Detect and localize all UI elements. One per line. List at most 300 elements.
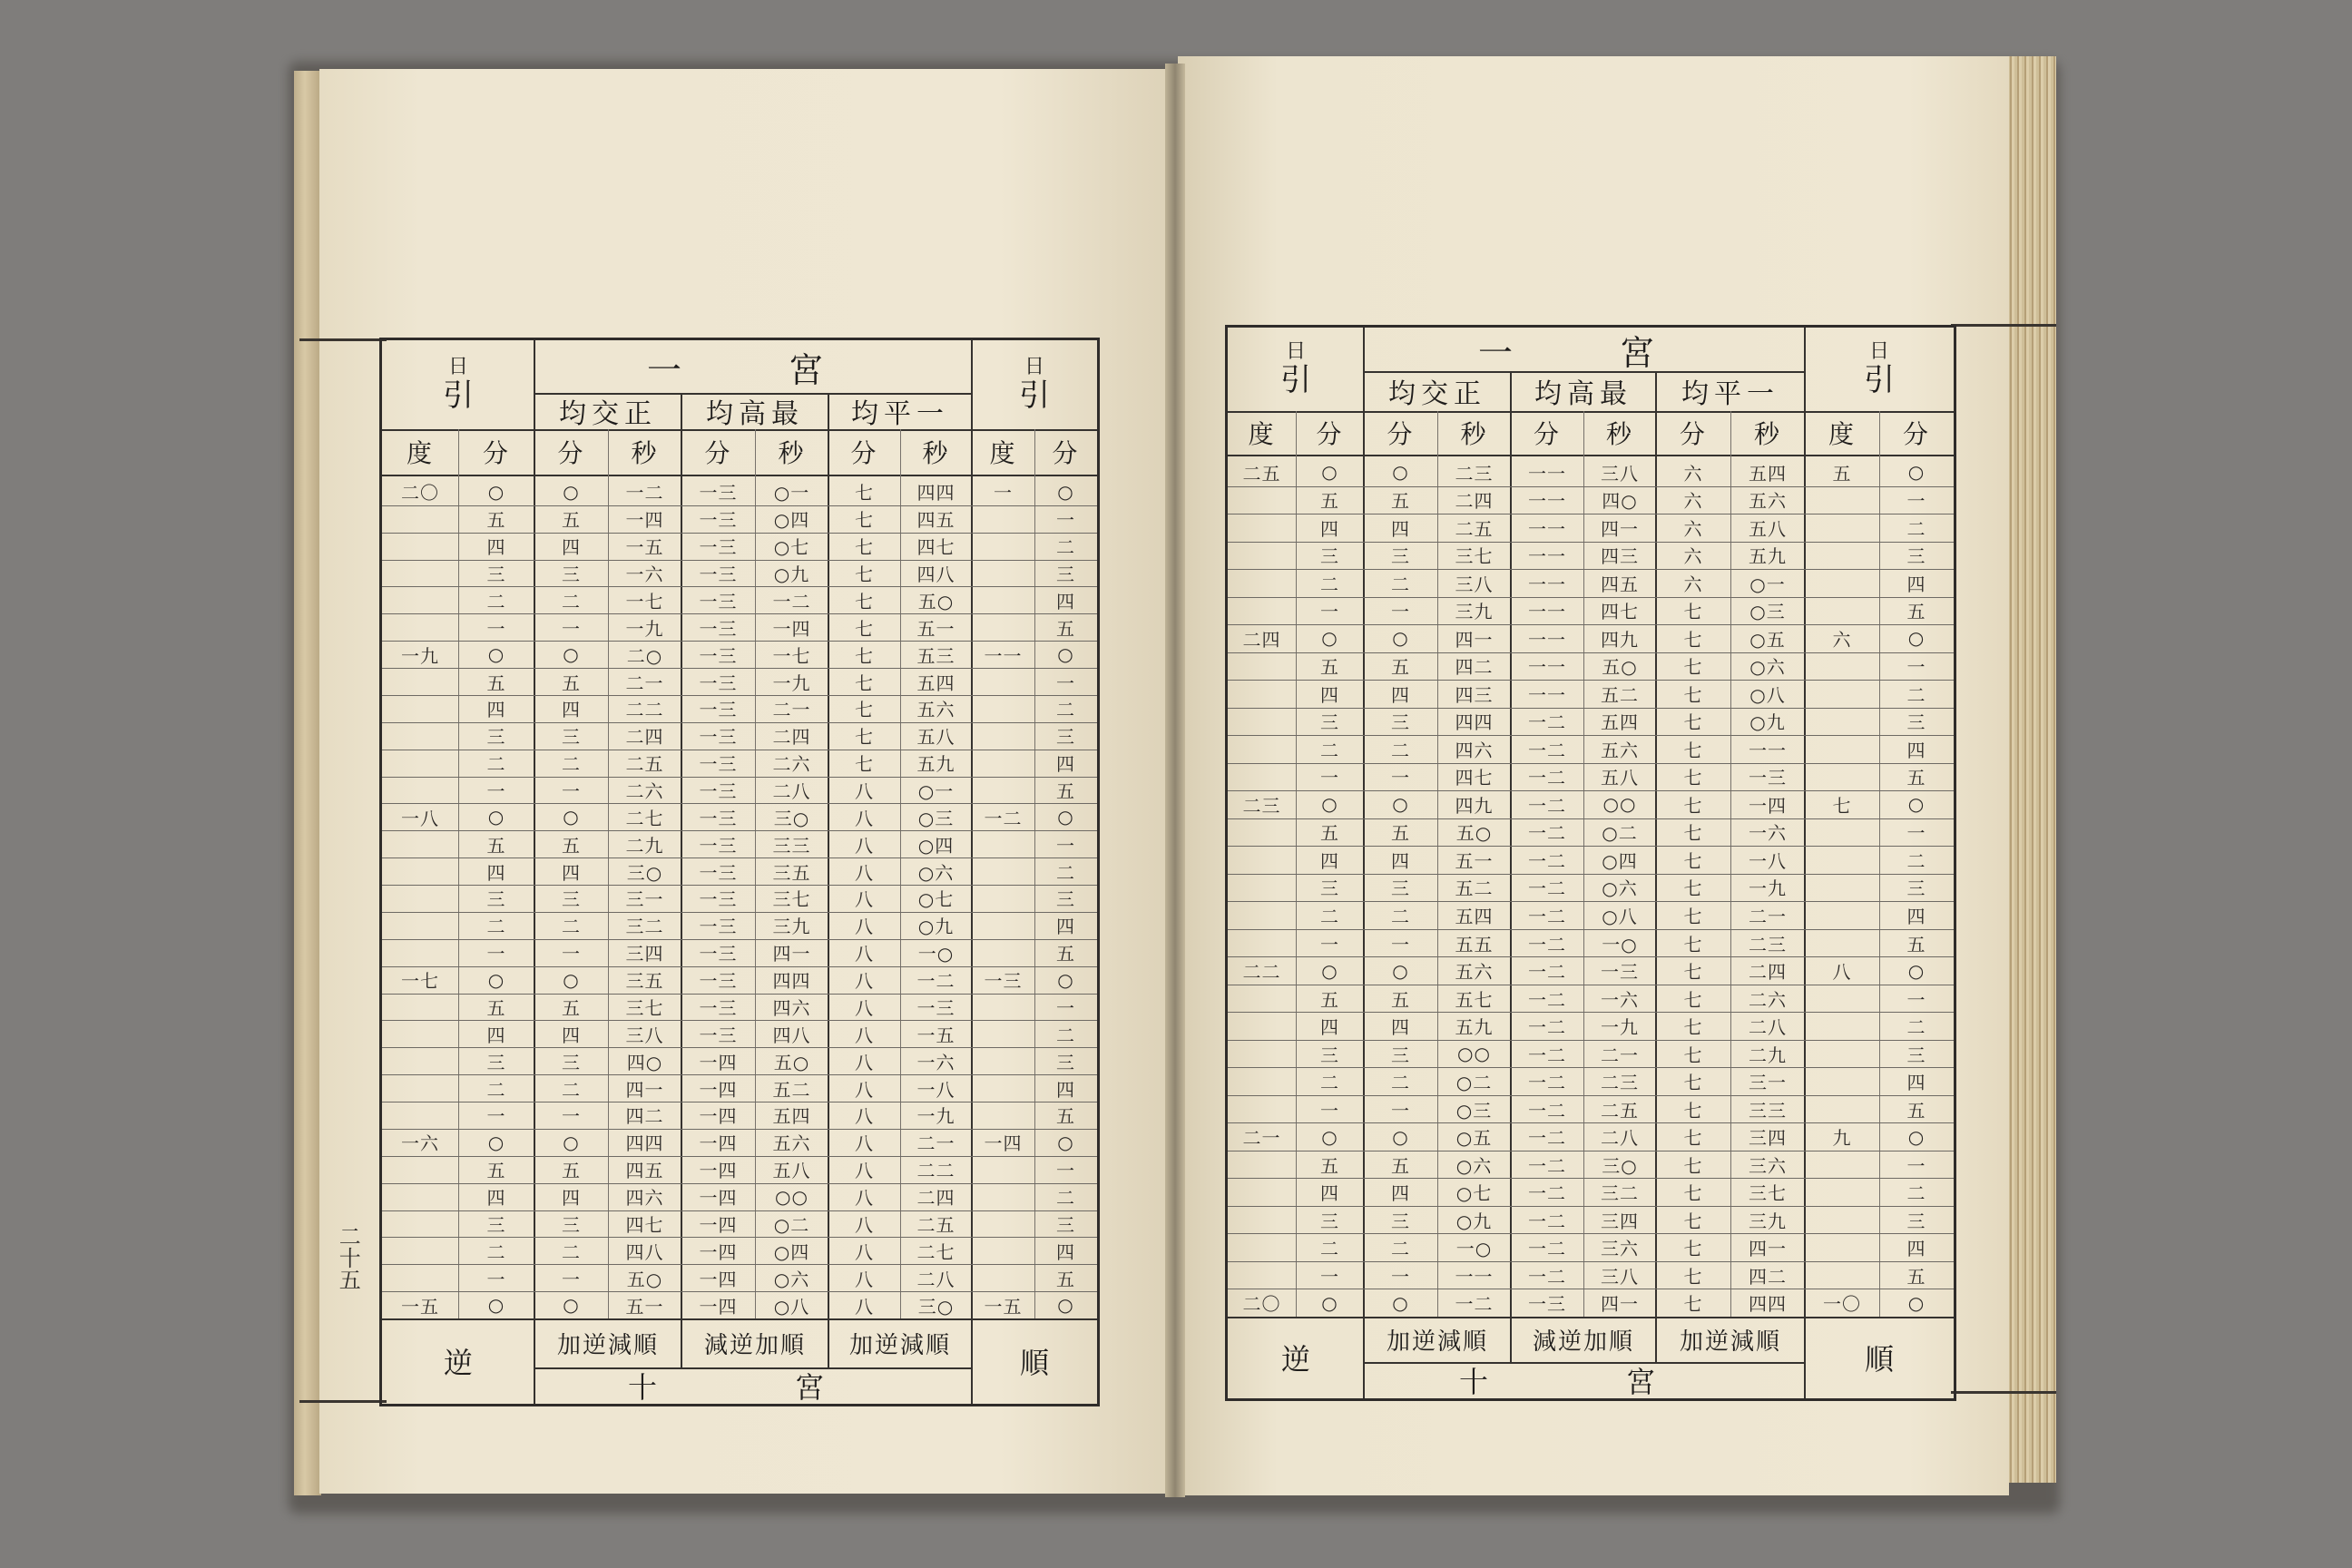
footer-palace-label: 十 宮 (1458, 1365, 1710, 1398)
row-value-min: 五 (1391, 656, 1410, 679)
row-value-sec: 一三 (916, 996, 956, 1019)
row-value-sec: ○六 (1749, 656, 1786, 679)
binding-thread-bottom-right (1951, 1391, 2056, 1394)
row-value-min: 六 (1683, 573, 1703, 595)
row-value-sec: 二三 (1749, 933, 1787, 956)
row-value-sec: ○六 (1602, 877, 1638, 900)
footer-side-left: 逆 (443, 1346, 473, 1380)
row-value-min: 八 (855, 1240, 874, 1263)
row-minute-left: ○ (487, 643, 505, 666)
header-column-label: 度 (1248, 419, 1276, 449)
row-value-sec: ○五 (1749, 628, 1786, 651)
row-value-sec: 二四 (1455, 490, 1494, 513)
row-value-min: 七 (1683, 601, 1703, 623)
row-value-sec: 三六 (1749, 1154, 1787, 1177)
row-value-sec: 五○ (917, 590, 955, 612)
row-value-sec: 四一 (1749, 1238, 1787, 1260)
row-value-sec: 四七 (625, 1213, 664, 1236)
row-value-sec: 三九 (1455, 601, 1494, 623)
row-value-sec: 一七 (772, 644, 811, 667)
header-column-label: 秒 (1460, 419, 1488, 449)
row-value-min: 一四 (699, 1132, 738, 1155)
row-value-min: 一四 (699, 1187, 738, 1210)
row-minute-right: ○ (1907, 627, 1926, 650)
header-side-right (1805, 328, 1954, 411)
row-value-sec: 二七 (625, 807, 664, 829)
header-column-label: 分 (1316, 419, 1344, 449)
row-minute-left: 一 (486, 780, 506, 802)
row-minute-left: 三 (486, 564, 506, 586)
footer-side-right: 順 (1864, 1342, 1894, 1377)
left-page-edges (294, 71, 321, 1495)
row-value-min: ○ (563, 1131, 580, 1153)
row-value-min: 一 (1391, 933, 1410, 956)
row-minute-left: 四 (486, 536, 506, 559)
row-value-sec: 二八 (1749, 1016, 1787, 1039)
row-value-min: 一二 (1528, 794, 1566, 817)
row-value-sec: 三三 (1749, 1099, 1787, 1122)
row-value-sec: 五九 (1749, 545, 1787, 568)
row-value-sec: 五一 (1455, 849, 1494, 872)
row-minute-right: 二 (1056, 861, 1075, 884)
row-minute-left: 三 (1320, 711, 1339, 734)
row-value-min: 七 (855, 536, 874, 559)
header-side-left-bottom: 引 (1280, 362, 1311, 399)
row-value-min: 七 (1683, 1154, 1703, 1177)
header-column-label: 分 (1533, 419, 1561, 449)
row-minute-left: ○ (487, 1131, 505, 1153)
row-minute-left: 五 (1320, 822, 1339, 845)
header-side-right (972, 340, 1097, 429)
row-minute-right: 四 (1906, 906, 1926, 927)
row-value-sec: 一八 (1749, 849, 1787, 872)
row-minute-right: 四 (1906, 1072, 1926, 1094)
row-value-min: 一二 (1528, 961, 1566, 984)
row-value-min: 八 (855, 834, 874, 857)
row-value-min: 五 (562, 671, 581, 694)
row-value-min: 八 (855, 1051, 874, 1073)
header-column-label: 分 (1052, 438, 1080, 468)
row-minute-left: 五 (486, 834, 506, 857)
row-value-sec: 四五 (916, 509, 956, 532)
row-value-min: 七 (855, 509, 874, 532)
left-table (379, 338, 1100, 1406)
row-value-min: 一一 (1528, 601, 1566, 623)
row-value-min: 七 (1683, 683, 1703, 706)
right-page-edges (2007, 56, 2056, 1483)
row-value-sec: 二一 (625, 671, 664, 694)
row-value-sec: ○四 (1602, 849, 1638, 872)
row-minute-left: ○ (487, 806, 505, 828)
row-value-min: 一三 (699, 996, 738, 1019)
header-side-right-bottom: 引 (1864, 362, 1895, 399)
row-value-min: 一 (562, 1105, 581, 1128)
row-value-min: 一一 (1528, 517, 1566, 540)
row-minute-right: 二 (1056, 1187, 1075, 1210)
row-minute-left: ○ (1321, 1291, 1338, 1314)
row-value-min: ○ (563, 1294, 580, 1317)
row-value-sec: ○四 (917, 834, 955, 857)
row-minute-right: ○ (1057, 1131, 1074, 1153)
row-minute-right: 四 (1906, 1238, 1926, 1260)
row-minute-right: 一 (1056, 1160, 1075, 1182)
row-value-sec: ○一 (773, 482, 810, 505)
row-degree-left: 一六 (401, 1132, 439, 1155)
row-value-min: 一二 (1528, 711, 1566, 734)
row-value-min: ○ (1392, 461, 1409, 484)
row-minute-right: 四 (1056, 1078, 1075, 1101)
row-value-min: 七 (855, 482, 874, 505)
row-value-sec: 二六 (772, 753, 811, 776)
row-value-sec: 四一 (1601, 517, 1639, 540)
row-value-min: 四 (562, 1024, 581, 1046)
row-value-sec: 三九 (772, 916, 811, 938)
row-value-min: 一二 (1528, 1238, 1566, 1260)
row-value-sec: ○二 (1602, 822, 1638, 845)
row-value-sec: 五三 (916, 644, 956, 667)
row-value-min: 一二 (1528, 1154, 1566, 1177)
row-value-sec: ○○ (1457, 1043, 1491, 1065)
row-value-sec: 五六 (1749, 490, 1787, 513)
header-palace-label: 一 宮 (646, 349, 859, 390)
header-column-label: 度 (989, 438, 1017, 468)
header-side-left-top: 日 (447, 355, 468, 378)
row-value-sec: 一二 (1455, 1293, 1494, 1316)
row-value-min: 七 (1683, 1210, 1703, 1232)
row-value-min: 七 (1683, 1293, 1703, 1316)
row-value-min: 三 (562, 1051, 581, 1073)
row-value-sec: 一五 (916, 1024, 956, 1046)
row-value-sec: 一三 (1749, 767, 1787, 789)
row-value-sec: 四七 (916, 536, 956, 559)
header-column-label: 秒 (1605, 419, 1633, 449)
row-minute-left: 四 (486, 1187, 506, 1210)
row-degree-right: 八 (1832, 961, 1852, 984)
row-value-min: 一 (562, 780, 581, 802)
row-value-min: 一二 (1528, 877, 1566, 900)
row-value-sec: 二一 (1601, 1044, 1639, 1066)
row-minute-right: 二 (1906, 1182, 1926, 1205)
row-value-min: 七 (855, 726, 874, 749)
row-minute-right: 四 (1056, 753, 1075, 776)
row-minute-left: ○ (1321, 793, 1338, 816)
row-value-min: 二 (562, 1240, 581, 1263)
row-degree-right: 一四 (984, 1132, 1023, 1155)
row-value-sec: 四九 (1601, 628, 1639, 651)
header-column-label: 秒 (631, 438, 659, 468)
row-minute-left: 三 (1320, 877, 1339, 900)
row-value-min: 六 (1683, 545, 1703, 568)
row-value-sec: 二二 (625, 699, 664, 721)
row-minute-right: ○ (1057, 968, 1074, 991)
row-value-min: 一二 (1528, 767, 1566, 789)
row-minute-right: 一 (1906, 490, 1926, 513)
row-value-sec: ○四 (773, 509, 810, 532)
row-value-min: 三 (562, 726, 581, 749)
row-value-sec: 一四 (625, 509, 664, 532)
row-value-min: 三 (562, 888, 581, 911)
row-value-min: 三 (562, 1213, 581, 1236)
row-value-min: 五 (1391, 988, 1410, 1011)
header-column-label: 分 (1679, 419, 1707, 449)
row-value-sec: 五二 (1601, 683, 1639, 706)
header-column-label: 分 (1902, 419, 1930, 449)
row-minute-left: 三 (1320, 1044, 1339, 1066)
row-value-sec: 二四 (916, 1187, 956, 1210)
row-minute-right: 三 (1056, 1051, 1075, 1073)
row-minute-left: 三 (486, 1213, 506, 1236)
row-minute-right: ○ (1057, 480, 1074, 503)
row-value-min: 一二 (1528, 1099, 1566, 1122)
row-value-min: 七 (1683, 628, 1703, 651)
row-minute-left: 一 (1320, 601, 1339, 623)
row-degree-right: 一〇 (1823, 1293, 1861, 1316)
row-minute-right: 二 (1056, 699, 1075, 721)
row-value-sec: 三七 (1749, 1182, 1787, 1205)
row-value-min: 三 (1391, 877, 1410, 900)
row-minute-right: 四 (1056, 590, 1075, 612)
row-value-min: 一二 (1528, 1016, 1566, 1039)
row-value-sec: ○一 (1749, 573, 1786, 595)
row-value-sec: 二五 (1601, 1099, 1639, 1122)
row-degree-left: 二〇 (401, 482, 439, 505)
row-degree-right: 一三 (984, 970, 1023, 993)
row-value-min: 七 (1683, 877, 1703, 900)
row-value-sec: 四七 (1455, 767, 1494, 789)
row-value-sec: 二二 (916, 1160, 956, 1182)
row-value-min: 七 (1683, 988, 1703, 1011)
row-value-sec: 一六 (1749, 822, 1787, 845)
row-value-min: 八 (855, 970, 874, 993)
row-minute-right: 一 (1906, 822, 1926, 845)
row-value-min: 一四 (699, 1160, 738, 1182)
row-value-sec: 二一 (1749, 906, 1787, 927)
row-value-min: 八 (855, 1024, 874, 1046)
row-minute-right: 五 (1906, 1099, 1926, 1122)
row-minute-right: 一 (1906, 988, 1926, 1011)
row-value-min: 四 (562, 699, 581, 721)
row-minute-right: 四 (1056, 916, 1075, 938)
row-value-sec: 一六 (1601, 988, 1639, 1011)
header-divider-columns (1228, 455, 1954, 456)
row-value-sec: ○二 (1455, 1072, 1493, 1094)
header-side-left (1228, 328, 1364, 411)
row-value-sec: 四五 (1601, 573, 1639, 595)
row-value-min: ○ (1392, 1291, 1409, 1314)
row-value-sec: 三二 (625, 916, 664, 938)
row-value-min: 二 (1391, 1072, 1410, 1094)
row-minute-right: 三 (1906, 1044, 1926, 1066)
row-value-min: 六 (1683, 462, 1703, 485)
row-value-min: 一 (1391, 1099, 1410, 1122)
row-minute-right: 一 (1056, 509, 1075, 532)
row-value-sec: 二八 (1601, 1127, 1639, 1150)
row-minute-left: 四 (1320, 849, 1339, 872)
row-value-sec: 三八 (625, 1024, 664, 1046)
row-value-min: ○ (1392, 1125, 1409, 1148)
row-value-sec: 二四 (772, 726, 811, 749)
row-value-sec: 四二 (1749, 1265, 1787, 1288)
row-value-min: 一二 (1528, 1265, 1566, 1288)
row-value-min: 八 (855, 916, 874, 938)
row-value-min: 六 (1683, 490, 1703, 513)
row-minute-left: 四 (486, 699, 506, 721)
row-value-min: 七 (855, 617, 874, 640)
row-value-min: 八 (855, 1295, 874, 1318)
row-value-min: 七 (1683, 1016, 1703, 1039)
row-value-min: 三 (1391, 1210, 1410, 1232)
row-value-sec: 五六 (1455, 961, 1494, 984)
row-minute-left: 一 (1320, 767, 1339, 789)
row-value-min: 七 (1683, 822, 1703, 845)
row-degree-right: 九 (1832, 1127, 1852, 1150)
row-value-sec: 三四 (1749, 1127, 1787, 1150)
row-value-min: 七 (1683, 1127, 1703, 1150)
row-value-sec: 三九 (1749, 1210, 1787, 1232)
row-value-sec: 五六 (916, 699, 956, 721)
row-value-min: 一三 (699, 970, 738, 993)
row-minute-right: ○ (1907, 1125, 1926, 1148)
row-value-min: 一一 (1528, 628, 1566, 651)
row-minute-left: 二 (1320, 1072, 1339, 1094)
row-value-min: 八 (855, 1132, 874, 1155)
row-degree-left: 一五 (401, 1295, 439, 1318)
row-value-sec: 二四 (1749, 961, 1787, 984)
row-value-sec: 五八 (1601, 767, 1639, 789)
header-group-label: 均交正 (559, 398, 657, 429)
row-minute-left: 五 (486, 1160, 506, 1182)
row-minute-right: 五 (1906, 601, 1926, 623)
row-value-sec: 一九 (772, 671, 811, 694)
row-value-min: 六 (1683, 517, 1703, 540)
row-value-sec: 一三 (1601, 961, 1639, 984)
row-value-min: ○ (563, 806, 580, 828)
row-value-sec: 五○ (1455, 822, 1493, 845)
row-value-sec: ○七 (773, 536, 810, 559)
row-minute-right: 五 (1056, 780, 1075, 802)
row-minute-left: 二 (486, 916, 506, 938)
row-minute-left: 一 (1320, 1265, 1339, 1288)
row-value-min: 一二 (1528, 1072, 1566, 1094)
row-value-sec: 二五 (916, 1213, 956, 1236)
row-value-min: 四 (1391, 1016, 1410, 1039)
row-value-min: 一 (562, 943, 581, 965)
row-value-sec: 五二 (1455, 877, 1494, 900)
row-value-sec: 一九 (625, 617, 664, 640)
row-minute-right: 四 (1906, 739, 1926, 761)
row-value-min: 七 (1683, 849, 1703, 872)
header-side-right-bottom: 引 (1019, 377, 1050, 415)
row-value-sec: 四四 (1749, 1293, 1787, 1316)
row-minute-left: 三 (486, 1051, 506, 1073)
row-value-sec: 五八 (916, 726, 956, 749)
footer-group-label: 加逆減順 (556, 1331, 659, 1359)
row-value-min: 七 (855, 753, 874, 776)
row-minute-right: 二 (1906, 849, 1926, 872)
row-minute-left: 一 (486, 1268, 506, 1290)
row-value-min: 五 (562, 509, 581, 532)
header-column-label: 度 (1828, 419, 1856, 449)
row-value-sec: 三五 (625, 970, 664, 993)
row-value-sec: 二三 (1455, 462, 1494, 485)
row-minute-right: 三 (1906, 1210, 1926, 1232)
row-minute-right: 二 (1906, 517, 1926, 540)
header-column-label: 秒 (778, 438, 806, 468)
row-value-min: 一三 (699, 671, 738, 694)
row-value-min: 一四 (699, 1240, 738, 1263)
row-value-min: 二 (1391, 906, 1410, 927)
row-value-min: 八 (855, 996, 874, 1019)
row-value-sec: ○三 (1749, 601, 1786, 623)
row-minute-right: 一 (1056, 834, 1075, 857)
row-value-min: 二 (562, 590, 581, 612)
row-value-min: 八 (855, 1105, 874, 1128)
row-value-min: 四 (562, 861, 581, 884)
row-value-min: 一三 (699, 888, 738, 911)
row-value-sec: 二八 (916, 1268, 956, 1290)
row-value-min: 五 (562, 1160, 581, 1182)
row-minute-right: ○ (1907, 461, 1926, 484)
header-group-label: 均平一 (851, 398, 949, 429)
row-degree-right: 一二 (984, 807, 1023, 829)
row-minute-right: 五 (1906, 767, 1926, 789)
row-value-sec: ○九 (1455, 1210, 1493, 1232)
row-minute-right: 二 (1906, 1016, 1926, 1039)
row-value-min: 三 (1391, 711, 1410, 734)
row-value-min: 一二 (1528, 739, 1566, 761)
row-value-min: 二 (1391, 573, 1410, 595)
row-value-min: 四 (1391, 1182, 1410, 1205)
row-value-min: 一四 (699, 1213, 738, 1236)
row-value-sec: 四三 (1601, 545, 1639, 568)
row-degree-left: 一八 (401, 807, 439, 829)
row-value-min: 三 (1391, 1044, 1410, 1066)
row-value-min: 一三 (699, 644, 738, 667)
row-value-sec: 四五 (625, 1160, 664, 1182)
row-value-min: 二 (562, 753, 581, 776)
row-value-min: 一三 (699, 1024, 738, 1046)
row-value-sec: 一○ (1455, 1238, 1493, 1260)
row-minute-left: 二 (486, 590, 506, 612)
row-value-min: 一三 (699, 780, 738, 802)
row-value-min: 一三 (699, 916, 738, 938)
row-degree-left: 二五 (1242, 462, 1281, 485)
row-value-sec: 二一 (916, 1132, 956, 1155)
row-value-min: 八 (855, 1268, 874, 1290)
row-minute-right: ○ (1907, 1291, 1926, 1314)
row-value-sec: 四六 (772, 996, 811, 1019)
row-value-min: 一二 (1528, 988, 1566, 1011)
book-gutter (1165, 64, 1185, 1497)
row-value-sec: 五七 (1455, 988, 1494, 1011)
row-value-min: 四 (562, 1187, 581, 1210)
binding-thread-top-right (1951, 324, 2056, 327)
row-value-min: ○ (563, 643, 580, 666)
row-degree-right: 一五 (984, 1295, 1023, 1318)
row-value-sec: 四六 (625, 1187, 664, 1210)
row-value-min: 一四 (699, 1105, 738, 1128)
row-value-min: 七 (855, 671, 874, 694)
row-value-sec: 四○ (1602, 490, 1638, 513)
row-minute-left: 二 (1320, 739, 1339, 761)
footer-side-left: 逆 (1280, 1342, 1310, 1377)
footer-palace-label: 十 宮 (627, 1370, 878, 1404)
row-value-sec: ○一 (917, 780, 955, 802)
row-value-sec: 五四 (1455, 906, 1494, 927)
row-value-min: 五 (1391, 1154, 1410, 1177)
row-value-min: 五 (1391, 490, 1410, 513)
row-minute-right: 一 (1906, 656, 1926, 679)
